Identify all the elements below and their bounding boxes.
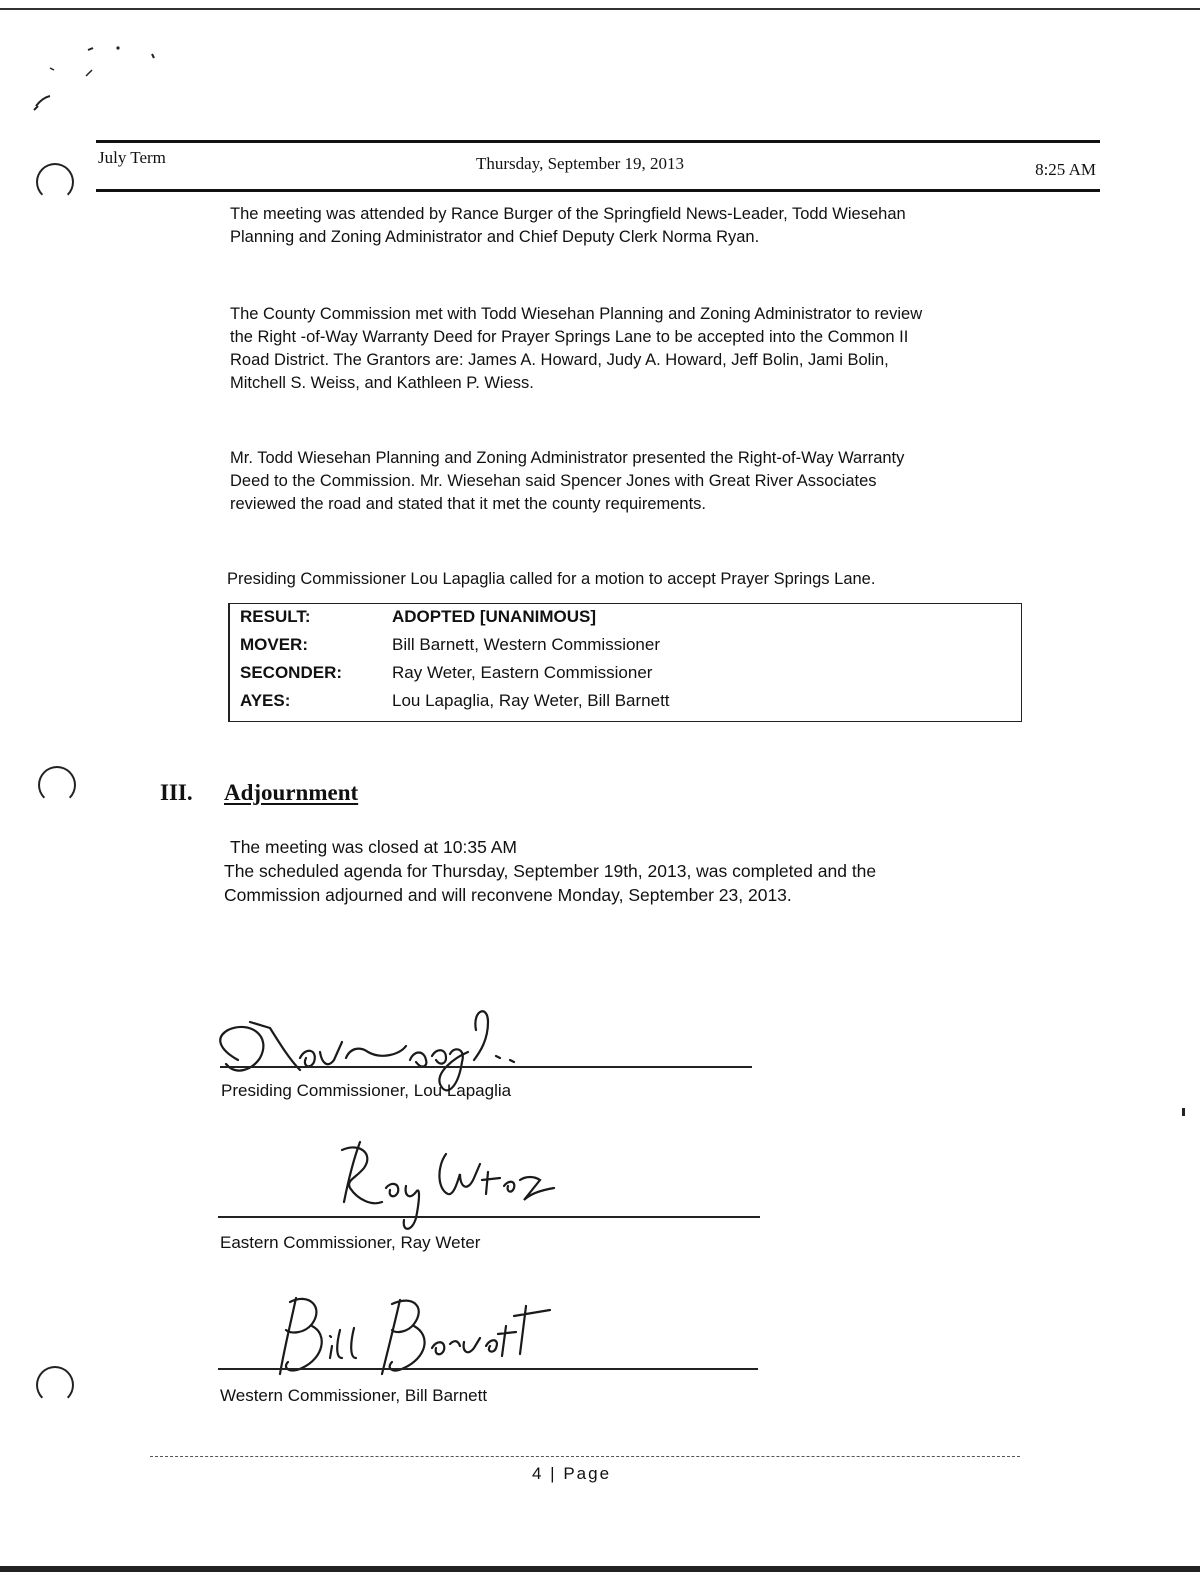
paragraph-line: The meeting was closed at 10:35 AM	[230, 837, 517, 857]
caption-western-commissioner: Western Commissioner, Bill Barnett	[220, 1386, 488, 1405]
paragraph-line: the Right -of-Way Warranty Deed for Prayer Springs Lane to be accepted into the Common II	[230, 328, 909, 346]
scan-edge-mark	[1182, 1108, 1185, 1116]
motion-call-paragraph	[227, 568, 1027, 591]
paragraph-line: The scheduled agenda for Thursday, September 19th, 2013, was completed and the	[224, 861, 877, 881]
punch-hole-top	[36, 163, 74, 201]
paragraph-line: The County Commission met with Todd Wiesehan Planning and Zoning Administrator to review	[230, 305, 923, 323]
motion-result-table	[228, 603, 1022, 722]
result-label: RESULT:	[240, 607, 311, 626]
seconder-value: Ray Weter, Eastern Commissioner	[392, 663, 653, 682]
signature-ray-weter	[320, 1128, 580, 1238]
review-paragraph	[230, 303, 1030, 395]
adjournment-paragraph	[224, 835, 1024, 907]
result-value: ADOPTED [UNANIMOUS]	[392, 607, 596, 626]
paragraph-line: Presiding Commissioner Lou Lapaglia called for a motion to accept Prayer Springs Lane.	[227, 570, 876, 588]
signature-line-eastern	[218, 1216, 760, 1218]
ayes-value: Lou Lapaglia, Ray Weter, Bill Barnett	[392, 691, 670, 710]
meeting-time: 8:25 AM	[1035, 160, 1096, 179]
paragraph-line: Mr. Todd Wiesehan Planning and Zoning Administrator presented the Right-of-Way Warranty	[230, 449, 905, 467]
presentation-paragraph	[230, 447, 1030, 516]
paragraph-line: reviewed the road and stated that it met the county requirements.	[230, 495, 707, 513]
paragraph-line: Mitchell S. Weiss, and Kathleen P. Wiess.	[230, 374, 534, 392]
caption-presiding-commissioner: Presiding Commissioner, Lou Lapaglia	[221, 1081, 512, 1100]
signature-bill-barnett	[250, 1286, 570, 1396]
paragraph-line: Commission adjourned and will reconvene Monday, September 23, 2013.	[224, 885, 792, 905]
meeting-date: Thursday, September 19, 2013	[476, 154, 685, 173]
attendance-paragraph	[230, 203, 1030, 249]
paragraph-line: Planning and Zoning Administrator and Chief Deputy Clerk Norma Ryan.	[230, 228, 760, 246]
paragraph-line: The meeting was attended by Rance Burger of the Springfield News-Leader, Todd Wiesehan	[230, 205, 906, 223]
seconder-label: SECONDER:	[240, 663, 343, 682]
punch-hole-bottom	[36, 1366, 74, 1404]
scan-top-border	[0, 8, 1200, 10]
footer-rule	[150, 1456, 1020, 1457]
ayes-label: AYES:	[240, 691, 291, 710]
signature-line-presiding	[220, 1066, 752, 1068]
caption-eastern-commissioner: Eastern Commissioner, Ray Weter	[220, 1233, 481, 1252]
section-number: III.	[160, 780, 193, 805]
mover-label: MOVER:	[240, 635, 308, 654]
page-number: 4 | Page	[532, 1464, 612, 1483]
mover-value: Bill Barnett, Western Commissioner	[392, 635, 660, 654]
scan-bottom-border	[0, 1566, 1200, 1572]
signature-line-western	[218, 1368, 758, 1370]
term-label: July Term	[98, 148, 166, 167]
section-title: Adjournment	[224, 780, 359, 805]
minutes-header	[96, 140, 1100, 192]
paragraph-line: Road District. The Grantors are: James A. Howard, Judy A. Howard, Jeff Bolin, Jami Bolin,	[230, 351, 889, 369]
paragraph-line: Deed to the Commission. Mr. Wiesehan said Spencer Jones with Great River Associates	[230, 472, 877, 490]
scan-specks	[30, 40, 190, 120]
punch-hole-middle	[38, 766, 76, 804]
